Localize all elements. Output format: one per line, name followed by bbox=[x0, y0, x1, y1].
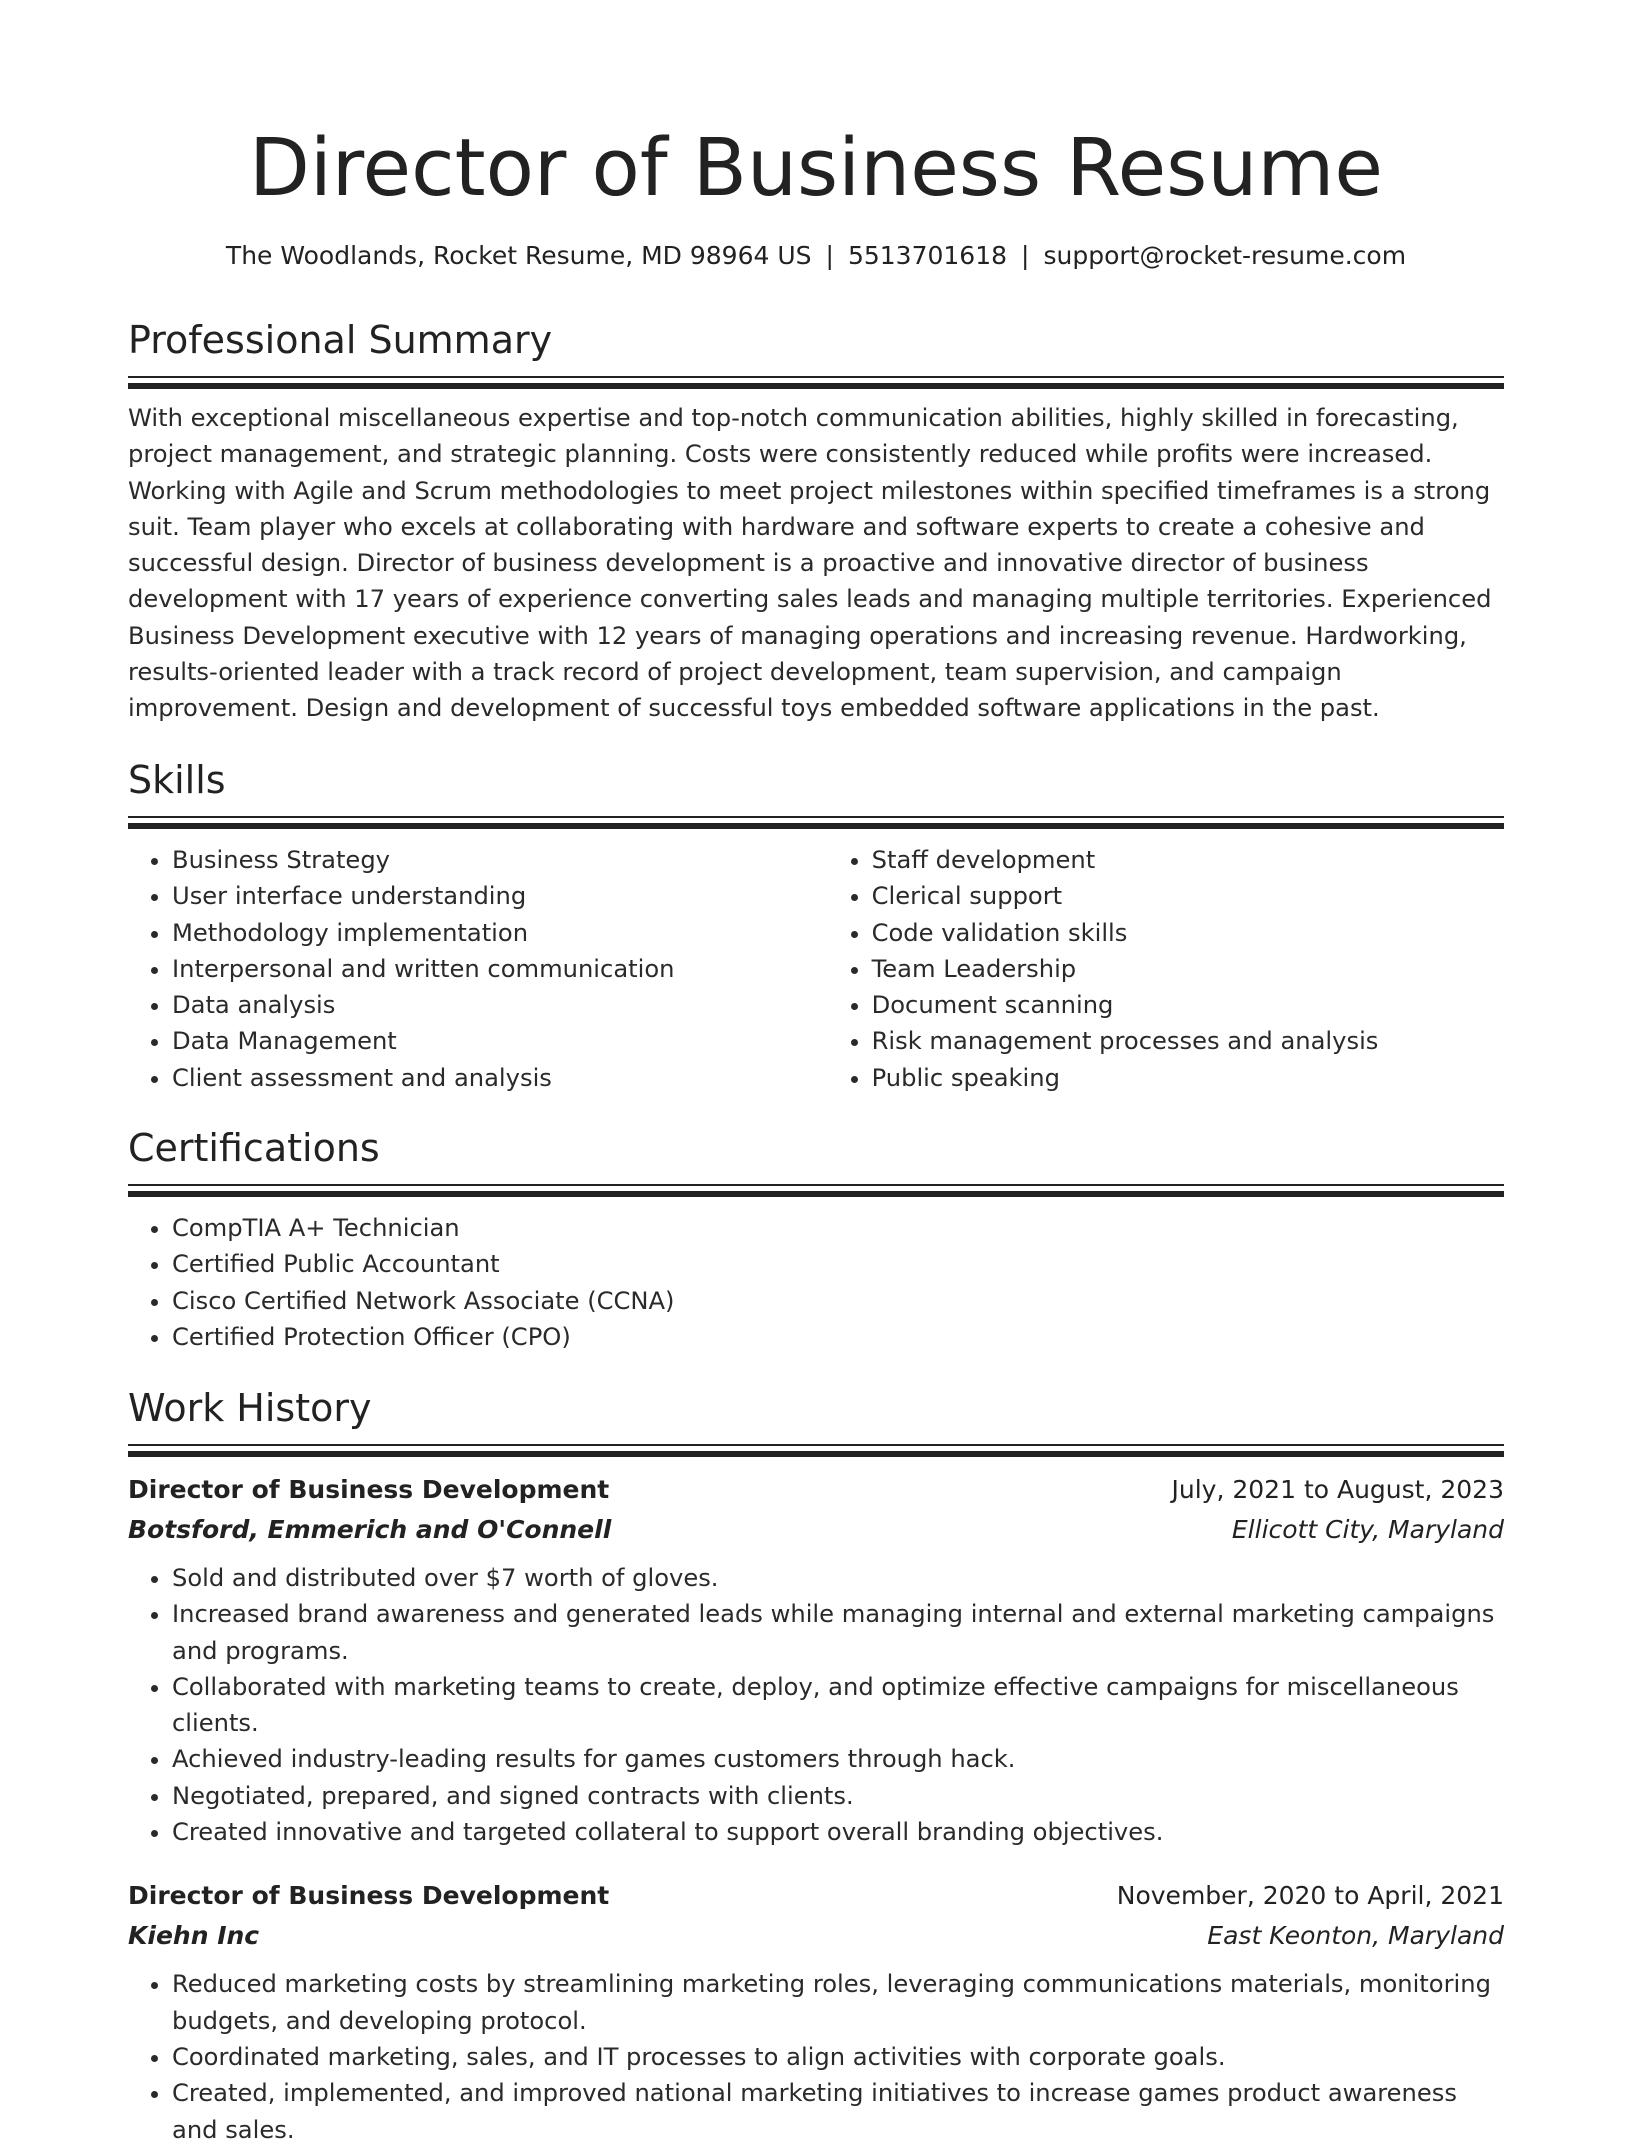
skill-item: • Document scanning bbox=[872, 987, 1504, 1023]
job-company: Botsford, Emmerich and O'Connell bbox=[128, 1515, 612, 1544]
skill-item: • Interpersonal and written communication bbox=[172, 951, 828, 987]
certifications-section bbox=[128, 1124, 1504, 1355]
job-entry bbox=[128, 1876, 1504, 2147]
skill-item: • Staff development bbox=[872, 842, 1504, 878]
job-bullet: • Increased brand awareness and generated leads while managing internal and external marketing campaigns and programs. bbox=[172, 1596, 1504, 1669]
summary-section bbox=[128, 316, 1504, 727]
job-bullets bbox=[128, 1966, 1504, 2147]
summary-paragraph: With exceptional miscellaneous expertise and top-notch communication abilities, highly skilled in forecasting, project management, and strategic planning. Costs were consistently reduced while profits were increased. Working with Agile and Scrum methodologies to meet project milestones within specified timeframes is a strong suit. Team player who excels at collaborating with hardware and software experts to create a cohesive and successful design. Director of business development is a proactive and innovative director of business development with 17 years of experience converting sales leads and managing multiple territories. Experienced Business Development executive with 12 years of managing operations and increasing revenue. Hardworking, results-oriented leader with a track record of project development, team supervision, and campaign improvement. Design and development of successful toys embedded software applications in the past. bbox=[128, 404, 1492, 723]
job-entry bbox=[128, 1470, 1504, 1850]
skill-item: • Clerical support bbox=[872, 878, 1504, 914]
job-bullet: • Coordinated marketing, sales, and IT processes to align activities with corporate goals. bbox=[172, 2039, 1504, 2075]
job-bullet: • Created innovative and targeted collateral to support overall branding objectives. bbox=[172, 1814, 1504, 1850]
skills-list-left bbox=[128, 842, 828, 1096]
job-bullet: • Achieved industry-leading results for games customers through hack. bbox=[172, 1741, 1504, 1777]
skill-item: • Data analysis bbox=[172, 987, 828, 1023]
job-bullet: • Sold and distributed over $7 worth of gloves. bbox=[172, 1560, 1504, 1596]
job-title: Director of Business Development bbox=[128, 1475, 610, 1504]
skill-item: • Code validation skills bbox=[872, 915, 1504, 951]
job-subheader bbox=[128, 1916, 1504, 1956]
section-heading-skills: Skills bbox=[128, 758, 226, 802]
section-divider bbox=[128, 1184, 1504, 1198]
job-title: Director of Business Development bbox=[128, 1881, 610, 1911]
work-history-section bbox=[128, 1384, 1504, 2148]
certification-item: • Certified Protection Officer (CPO) bbox=[172, 1319, 1504, 1355]
certification-item: • CompTIA A+ Technician bbox=[172, 1210, 1504, 1246]
skill-item: • Public speaking bbox=[872, 1060, 1504, 1096]
job-location: Ellicott City, Maryland bbox=[1231, 1515, 1504, 1544]
section-divider bbox=[128, 376, 1504, 390]
skills-list-right bbox=[828, 842, 1504, 1096]
contact-separator: | bbox=[825, 241, 834, 270]
job-company: Kiehn Inc bbox=[128, 1921, 260, 1951]
job-header bbox=[128, 1876, 1504, 1916]
job-header bbox=[128, 1470, 1504, 1510]
job-dates: November, 2020 to April, 2021 bbox=[1116, 1881, 1504, 1911]
certification-item: • Certified Public Accountant bbox=[172, 1246, 1504, 1282]
certification-item: • Cisco Certified Network Associate (CCNA) bbox=[172, 1283, 1504, 1319]
section-heading-certifications: Certifications bbox=[128, 1126, 380, 1170]
job-location: East Keonton, Maryland bbox=[1207, 1921, 1504, 1951]
contact-phone: 5513701618 bbox=[847, 241, 1008, 270]
resume-title: Director of Business Resume bbox=[249, 122, 1383, 214]
section-divider bbox=[128, 816, 1504, 830]
skills-section bbox=[128, 756, 1504, 1096]
section-divider bbox=[128, 1444, 1504, 1458]
certifications-list bbox=[128, 1210, 1504, 1355]
contact-line bbox=[128, 238, 1504, 274]
skills-columns bbox=[128, 830, 1504, 1096]
section-heading-work: Work History bbox=[128, 1386, 372, 1430]
section-heading-summary: Professional Summary bbox=[128, 318, 553, 362]
skill-item: • Business Strategy bbox=[172, 842, 828, 878]
skill-item: • Risk management processes and analysis bbox=[872, 1023, 1504, 1059]
skill-item: • Methodology implementation bbox=[172, 915, 828, 951]
contact-separator: | bbox=[1021, 241, 1030, 270]
job-bullet: • Reduced marketing costs by streamlining marketing roles, leveraging communications materials, monitoring budgets, and developing protocol. bbox=[172, 1966, 1504, 2039]
job-dates: July, 2021 to August, 2023 bbox=[1171, 1475, 1504, 1504]
contact-address: The Woodlands, Rocket Resume, MD 98964 US bbox=[225, 241, 812, 270]
job-bullet: • Collaborated with marketing teams to create, deploy, and optimize effective campaigns for miscellaneous clients. bbox=[172, 1669, 1504, 1742]
job-bullet: • Created, implemented, and improved national marketing initiatives to increase games product awareness and sales. bbox=[172, 2075, 1504, 2148]
job-subheader bbox=[128, 1510, 1504, 1550]
skill-item: • User interface understanding bbox=[172, 878, 828, 914]
job-bullet: • Negotiated, prepared, and signed contracts with clients. bbox=[172, 1778, 1504, 1814]
skill-item: • Data Management bbox=[172, 1023, 828, 1059]
skill-item: • Client assessment and analysis bbox=[172, 1060, 828, 1096]
contact-email: support@rocket-resume.com bbox=[1043, 241, 1407, 270]
job-bullets bbox=[128, 1560, 1504, 1850]
skill-item: • Team Leadership bbox=[872, 951, 1504, 987]
